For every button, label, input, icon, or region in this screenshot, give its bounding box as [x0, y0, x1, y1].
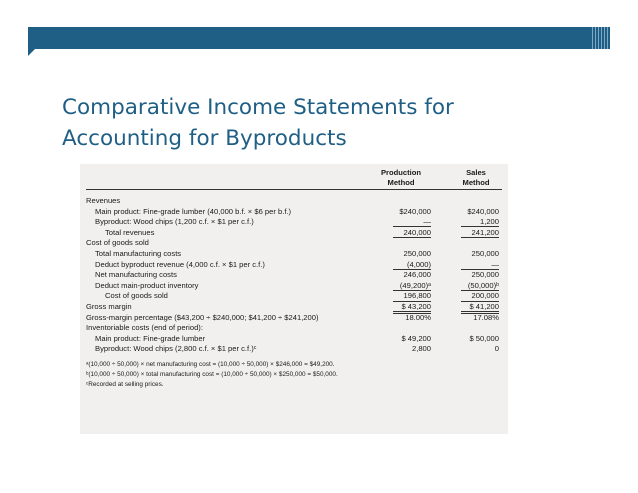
production-method-header [376, 168, 426, 188]
subtotal-rule [393, 269, 431, 270]
subtotal-rule [461, 226, 499, 227]
total-double-rule [461, 313, 499, 314]
sales-method-value: (50,000)ᵇ [467, 280, 499, 290]
table-row [80, 290, 508, 301]
sales-method-value: 200,000 [471, 291, 499, 301]
table-row [80, 269, 508, 280]
row-label: Inventoriable costs (end of period): [86, 323, 203, 333]
title-bar-stripes [592, 27, 610, 49]
row-label: Byproduct: Wood chips (1,200 c.f. × $1 per c.f.) [95, 217, 254, 227]
row-label: Deduct byproduct revenue (4,000 c.f. × $1 per c.f.) [95, 259, 265, 269]
table-row [80, 195, 508, 206]
subtotal-rule [461, 269, 499, 270]
total-double-rule [393, 313, 431, 314]
total-double-rule [461, 311, 499, 312]
sales-method-value: $ 50,000 [469, 333, 499, 343]
footnote: ᵇ(10,000 ÷ 50,000) × total manufacturing cost = (10,000 ÷ 50,000) × $250,000 = $50,000. [86, 371, 338, 378]
row-label: Cost of goods sold [105, 291, 168, 301]
production-method-value: 2,800 [411, 344, 431, 354]
production-method-value: — [423, 217, 431, 227]
sales-method-value: $240,000 [467, 206, 499, 216]
table-row [80, 343, 508, 354]
footnote: ᶜRecorded at selling prices. [86, 381, 164, 388]
footnote: ᵃ(10,000 ÷ 50,000) × net manufacturing cost = (10,000 ÷ 50,000) × $246,000 = $49,200. [86, 361, 335, 368]
table-row [80, 227, 508, 238]
sales-method-value: 1,200 [479, 217, 499, 227]
production-method-value: $ 43,200 [401, 302, 431, 311]
table-row [80, 280, 508, 291]
row-label: Gross-margin percentage ($43,200 ÷ $240,000; $41,200 ÷ $241,200) [86, 312, 319, 322]
subtotal-rule [461, 301, 499, 302]
row-label: Cost of goods sold [86, 238, 149, 248]
table-row [80, 248, 508, 259]
title-bar-pointer [28, 49, 35, 56]
table-row [80, 237, 508, 248]
table-row [80, 301, 508, 312]
income-statement-table [80, 164, 508, 434]
table-row [80, 312, 508, 323]
production-method-value: 246,000 [403, 270, 431, 280]
production-method-value: $240,000 [399, 206, 431, 216]
production-method-value: 196,800 [403, 291, 431, 301]
slide-title-line-2: Accounting for Byproducts [62, 126, 347, 151]
production-header-line-1: Production [380, 168, 422, 177]
production-method-value: 18.00% [405, 312, 431, 322]
sales-method-value: 250,000 [471, 249, 499, 258]
sales-header-line-1: Sales [466, 168, 486, 177]
sales-method-value: 0 [494, 344, 499, 354]
header-rule [86, 189, 502, 190]
subtotal-rule [393, 226, 431, 227]
slide-title-line-1: Comparative Income Statements for [62, 95, 454, 120]
total-double-rule [393, 311, 431, 312]
production-method-value: $ 49,200 [401, 333, 431, 343]
production-method-value: 250,000 [403, 249, 431, 258]
row-label: Gross margin [86, 302, 132, 311]
row-label: Deduct main-product inventory [95, 280, 199, 290]
production-method-value: (4,000) [406, 259, 431, 269]
table-row [80, 216, 508, 227]
row-label: Main product: Fine-grade lumber [95, 333, 206, 343]
row-label: Total manufacturing costs [95, 249, 182, 258]
sales-method-value: 17.08% [473, 312, 499, 322]
subtotal-rule [461, 237, 499, 238]
row-label: Main product: Fine-grade lumber (40,000 b.f. × $6 per b.f.) [95, 206, 292, 216]
production-header-line-2: Method [387, 178, 415, 187]
row-label: Revenues [86, 196, 121, 205]
sales-method-value: 250,000 [471, 270, 499, 280]
sales-method-header [454, 168, 498, 188]
table-row [80, 259, 508, 270]
subtotal-rule [393, 290, 431, 291]
sales-method-value: 241,200 [471, 227, 499, 237]
row-label: Byproduct: Wood chips (2,800 c.f. × $1 per c.f.)ᶜ [95, 344, 257, 354]
table-row [80, 333, 508, 344]
table-row [80, 322, 508, 333]
sales-header-line-2: Method [462, 178, 490, 187]
subtotal-rule [393, 301, 431, 302]
subtotal-rule [461, 290, 499, 291]
title-bar [28, 27, 610, 49]
table-row [80, 206, 508, 217]
sales-method-value: — [491, 259, 499, 269]
row-label: Net manufacturing costs [95, 270, 177, 280]
row-label: Total revenues [105, 227, 155, 237]
production-method-value: 240,000 [403, 227, 431, 237]
sales-method-value: $ 41,200 [469, 302, 499, 311]
slide-title [62, 92, 602, 154]
production-method-value: (49,200)ᵃ [399, 280, 431, 290]
subtotal-rule [393, 237, 431, 238]
